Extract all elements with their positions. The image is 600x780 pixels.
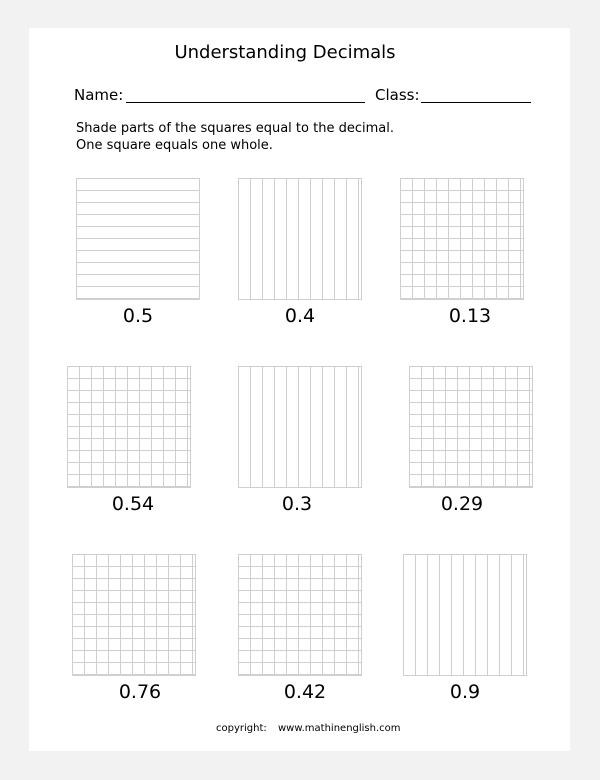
decimal-label: 0.76	[118, 681, 162, 703]
tenths-column-grid[interactable]	[238, 366, 362, 488]
name-label: Name:	[74, 86, 124, 104]
decimal-label: 0.42	[283, 681, 327, 703]
name-line	[126, 102, 365, 103]
decimal-label: 0.13	[448, 305, 492, 327]
decimal-label: 0.3	[281, 493, 313, 515]
tenths-column-grid[interactable]	[238, 178, 362, 300]
decimal-label: 0.54	[111, 493, 155, 515]
decimal-label: 0.4	[284, 305, 316, 327]
instruction-line-2: One square equals one whole.	[76, 138, 273, 153]
decimal-label: 0.5	[122, 305, 154, 327]
tenths-row-grid[interactable]	[76, 178, 200, 300]
worksheet-title: Understanding Decimals	[174, 42, 396, 63]
hundredths-grid[interactable]	[67, 366, 191, 488]
hundredths-grid[interactable]	[238, 554, 362, 676]
hundredths-grid[interactable]	[409, 366, 533, 488]
copyright-label: copyright:	[216, 723, 267, 734]
tenths-column-grid[interactable]	[403, 554, 527, 676]
instruction-line-1: Shade parts of the squares equal to the decimal.	[76, 121, 394, 136]
decimal-label: 0.9	[449, 681, 481, 703]
hundredths-grid[interactable]	[400, 178, 524, 300]
hundredths-grid[interactable]	[72, 554, 196, 676]
website-link[interactable]: www.mathinenglish.com	[278, 723, 401, 734]
class-line	[421, 102, 531, 103]
decimal-label: 0.29	[440, 493, 484, 515]
class-label: Class:	[375, 86, 420, 104]
